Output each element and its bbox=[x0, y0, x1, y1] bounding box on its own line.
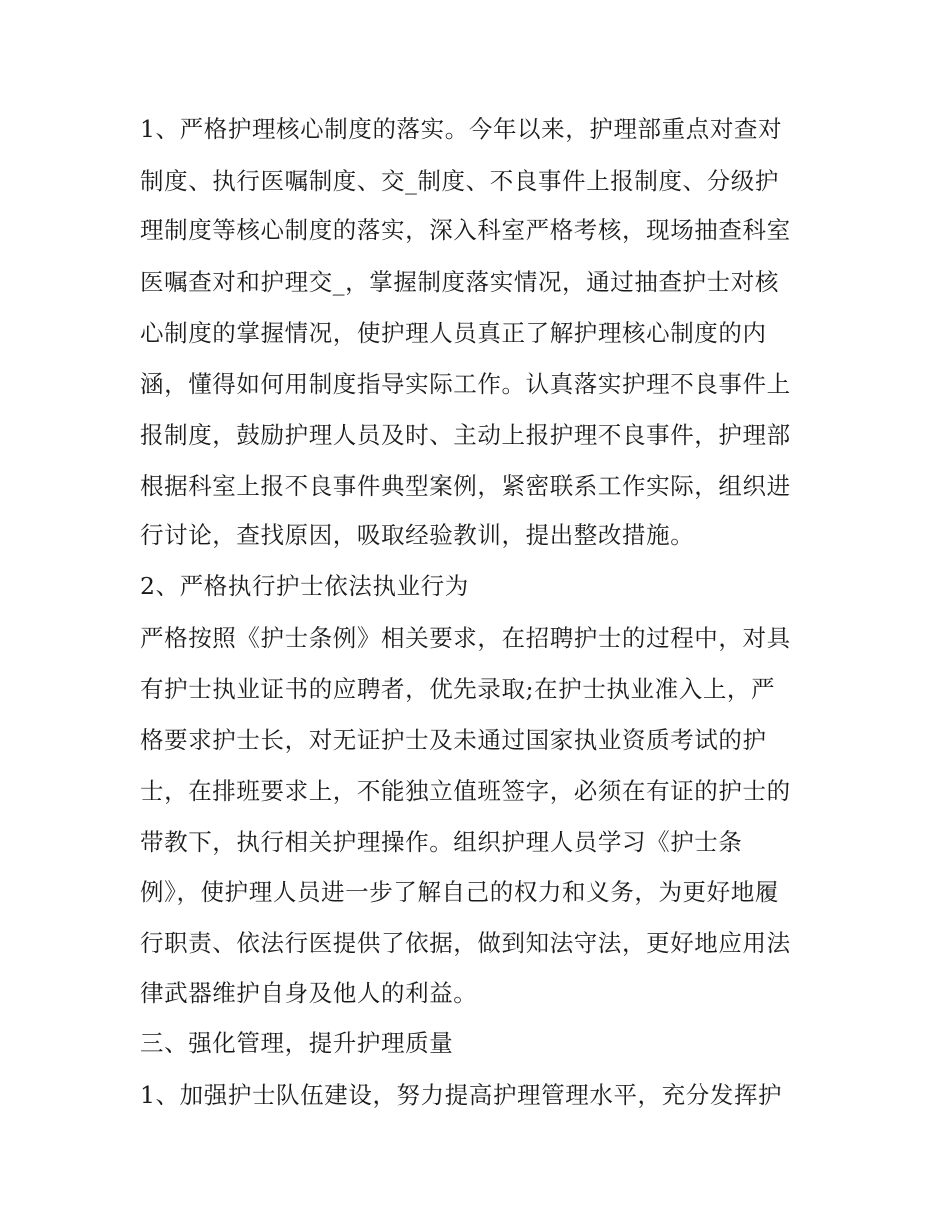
text-line: 制度、执行医嘱制度、交_制度、不良事件上报制度、分级护 bbox=[140, 167, 779, 195]
text-line: 行职责、依法行医提供了依据，做到知法守法，更好地应用法 bbox=[140, 929, 791, 957]
text-line: 心制度的掌握情况，使护理人员真正了解护理核心制度的内 bbox=[140, 319, 767, 347]
text-line: 涵，懂得如何用制度指导实际工作。认真落实护理不良事件上 bbox=[140, 370, 791, 398]
text-line: 报制度，鼓励护理人员及时、主动上报护理不良事件，护理部 bbox=[140, 421, 791, 449]
text-line: 医嘱查对和护理交_，掌握制度落实情况，通过抽查护士对核 bbox=[140, 268, 779, 296]
text-line: 根据科室上报不良事件典型案例，紧密联系工作实际，组织进 bbox=[140, 472, 791, 500]
text-line: 1、加强护士队伍建设，努力提高护理管理水平，充分发挥护 bbox=[140, 1081, 783, 1109]
text-line: 律武器维护自身及他人的利益。 bbox=[140, 979, 478, 1007]
text-line: 严格按照《护士条例》相关要求，在招聘护士的过程中，对具 bbox=[140, 624, 791, 652]
text-line: 士，在排班要求上，不能独立值班签字，必须在有证的护士的 bbox=[140, 777, 791, 805]
text-line: 格要求护士长，对无证护士及未通过国家执业资质考试的护 bbox=[140, 726, 767, 754]
text-line: 行讨论，查找原因，吸取经验教训，提出整改措施。 bbox=[140, 521, 695, 549]
text-line: 有护士执业证书的应聘者，优先录取;在护士执业准入上，严 bbox=[140, 675, 776, 703]
text-line: 1、严格护理核心制度的落实。今年以来，护理部重点对查对 bbox=[140, 115, 783, 143]
text-line: 理制度等核心制度的落实，深入科室严格考核，现场抽查科室 bbox=[140, 216, 791, 244]
text-line: 例》，使护理人员进一步了解自己的权力和义务，为更好地履 bbox=[140, 878, 779, 906]
section-heading: 三、强化管理，提升护理质量 bbox=[140, 1029, 454, 1057]
text-line: 带教下，执行相关护理操作。组织护理人员学习《护士条 bbox=[140, 828, 743, 856]
section-heading: 2、严格执行护士依法执业行为 bbox=[140, 572, 469, 600]
